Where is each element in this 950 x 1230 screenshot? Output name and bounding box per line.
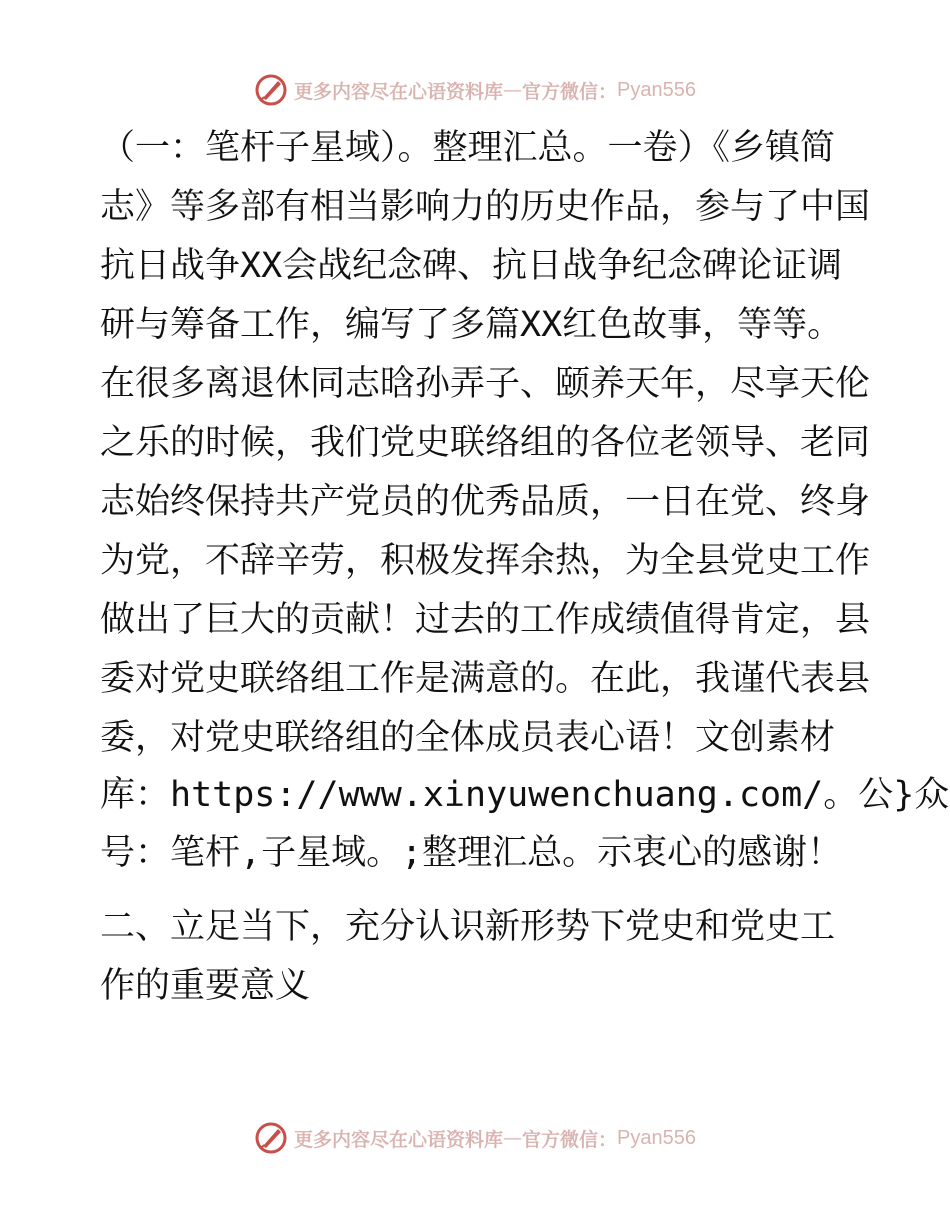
body-line: 研与筹备工作，编写了多篇XX红色故事，等等。 — [100, 305, 843, 345]
watermark-label: 官方微信： — [522, 1128, 618, 1151]
watermark-label: 官方微信： — [522, 80, 618, 103]
body-line: 志》等多部有相当影响力的历史作品，参与了中国 — [100, 187, 871, 227]
body-line: 在很多离退休同志晗孙弄子、颐养天年，尽享天伦 — [100, 364, 871, 404]
body-line: 抗日战争XX会战纪念碑、抗日战争纪念碑论证调 — [100, 246, 843, 286]
body-line: 委对党史联络组工作是满意的。在此，我谨代表县 — [100, 659, 871, 699]
body-line: 委，对党史联络组的全体成员表心语！文创素材 — [100, 718, 836, 758]
quill-logo-icon — [254, 1121, 288, 1155]
watermark-title: 更多内容尽在心语资料库 — [294, 80, 504, 103]
watermark-separator: — — [503, 79, 523, 101]
body-line: 库：https://www.xinyuwenchuang.com/。公}众 — [100, 775, 950, 815]
body-line: 为党，不辞辛劳，积极发挥余热，为全县党史工作 — [100, 541, 871, 581]
body-line: 之乐的时候，我们党史联络组的各位老领导、老同 — [100, 423, 871, 463]
watermark-account: Pyan556 — [617, 78, 696, 101]
body-line: 志始终保持共产党员的优秀品质，一日在党、终身 — [100, 482, 871, 522]
watermark-title: 更多内容尽在心语资料库 — [294, 1128, 504, 1151]
heading-line: 二、立足当下，充分认识新形势下党史和党史工 — [100, 907, 836, 947]
body-line: 号：笔杆,子星域。;整理汇总。示衷心的感谢！ — [100, 833, 843, 873]
body-line: 做出了巨大的贡献！过去的工作成绩值得肯定，县 — [100, 600, 871, 640]
watermark-account: Pyan556 — [617, 1126, 696, 1149]
heading-line: 作的重要意义 — [100, 966, 311, 1006]
header-watermark — [0, 68, 950, 112]
watermark-separator: — — [503, 1127, 523, 1149]
footer-watermark — [0, 1116, 950, 1160]
quill-logo-icon — [254, 73, 288, 107]
body-line: （一：笔杆子星域）。整理汇总。一卷）《乡镇简 — [100, 128, 836, 168]
